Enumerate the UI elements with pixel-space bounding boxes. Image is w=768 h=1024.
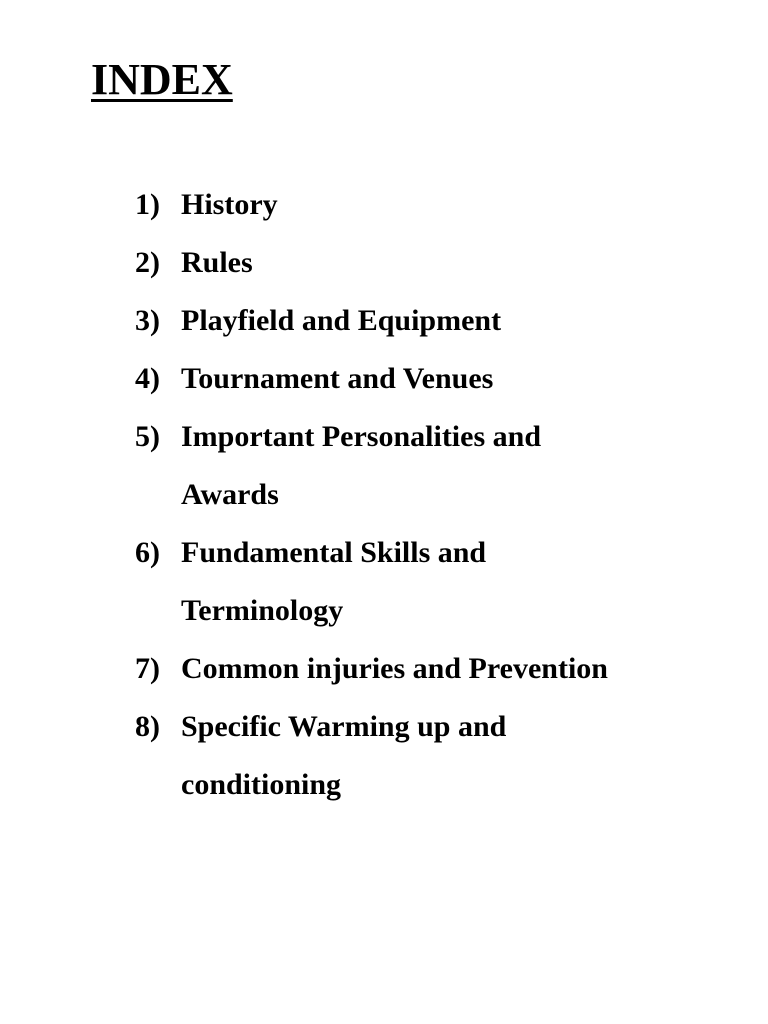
item-line: History: [181, 188, 278, 221]
index-item-fundamental-skills-and-terminology: [135, 524, 735, 640]
item-line: Important Personalities and: [181, 420, 541, 453]
item-text: [181, 640, 735, 698]
item-line: Common injuries and Prevention: [181, 652, 608, 685]
item-line: Tournament and Venues: [181, 362, 494, 395]
item-line: Playfield and Equipment: [181, 304, 502, 337]
item-text: [181, 350, 735, 408]
item-text: [181, 176, 735, 234]
item-line: Rules: [181, 246, 253, 279]
item-line: Specific Warming up and: [181, 710, 507, 743]
item-number: 1): [135, 188, 160, 221]
index-list: [135, 176, 735, 814]
index-item-important-personalities-and-awards: [135, 408, 735, 524]
index-item-history: [135, 176, 735, 234]
item-text: [181, 524, 735, 640]
item-text: [181, 698, 735, 814]
index-item-playfield-and-equipment: [135, 292, 735, 350]
item-number: 4): [135, 362, 160, 395]
index-item-rules: [135, 234, 735, 292]
item-number: 5): [135, 420, 160, 453]
item-line: Awards: [181, 478, 279, 511]
item-line: Fundamental Skills and: [181, 536, 487, 569]
item-number: 6): [135, 536, 160, 569]
index-item-tournament-and-venues: [135, 350, 735, 408]
item-line: conditioning: [181, 768, 342, 801]
index-item-specific-warming-up-and-conditioning: [135, 698, 735, 814]
item-number: 8): [135, 710, 160, 743]
item-number: 3): [135, 304, 160, 337]
index-item-common-injuries-and-prevention: [135, 640, 735, 698]
item-number: 2): [135, 246, 160, 279]
item-line: Terminology: [181, 594, 344, 627]
page-title: INDEX: [91, 55, 233, 104]
item-text: [181, 234, 735, 292]
item-number: 7): [135, 652, 160, 685]
item-text: [181, 408, 735, 524]
item-text: [181, 292, 735, 350]
